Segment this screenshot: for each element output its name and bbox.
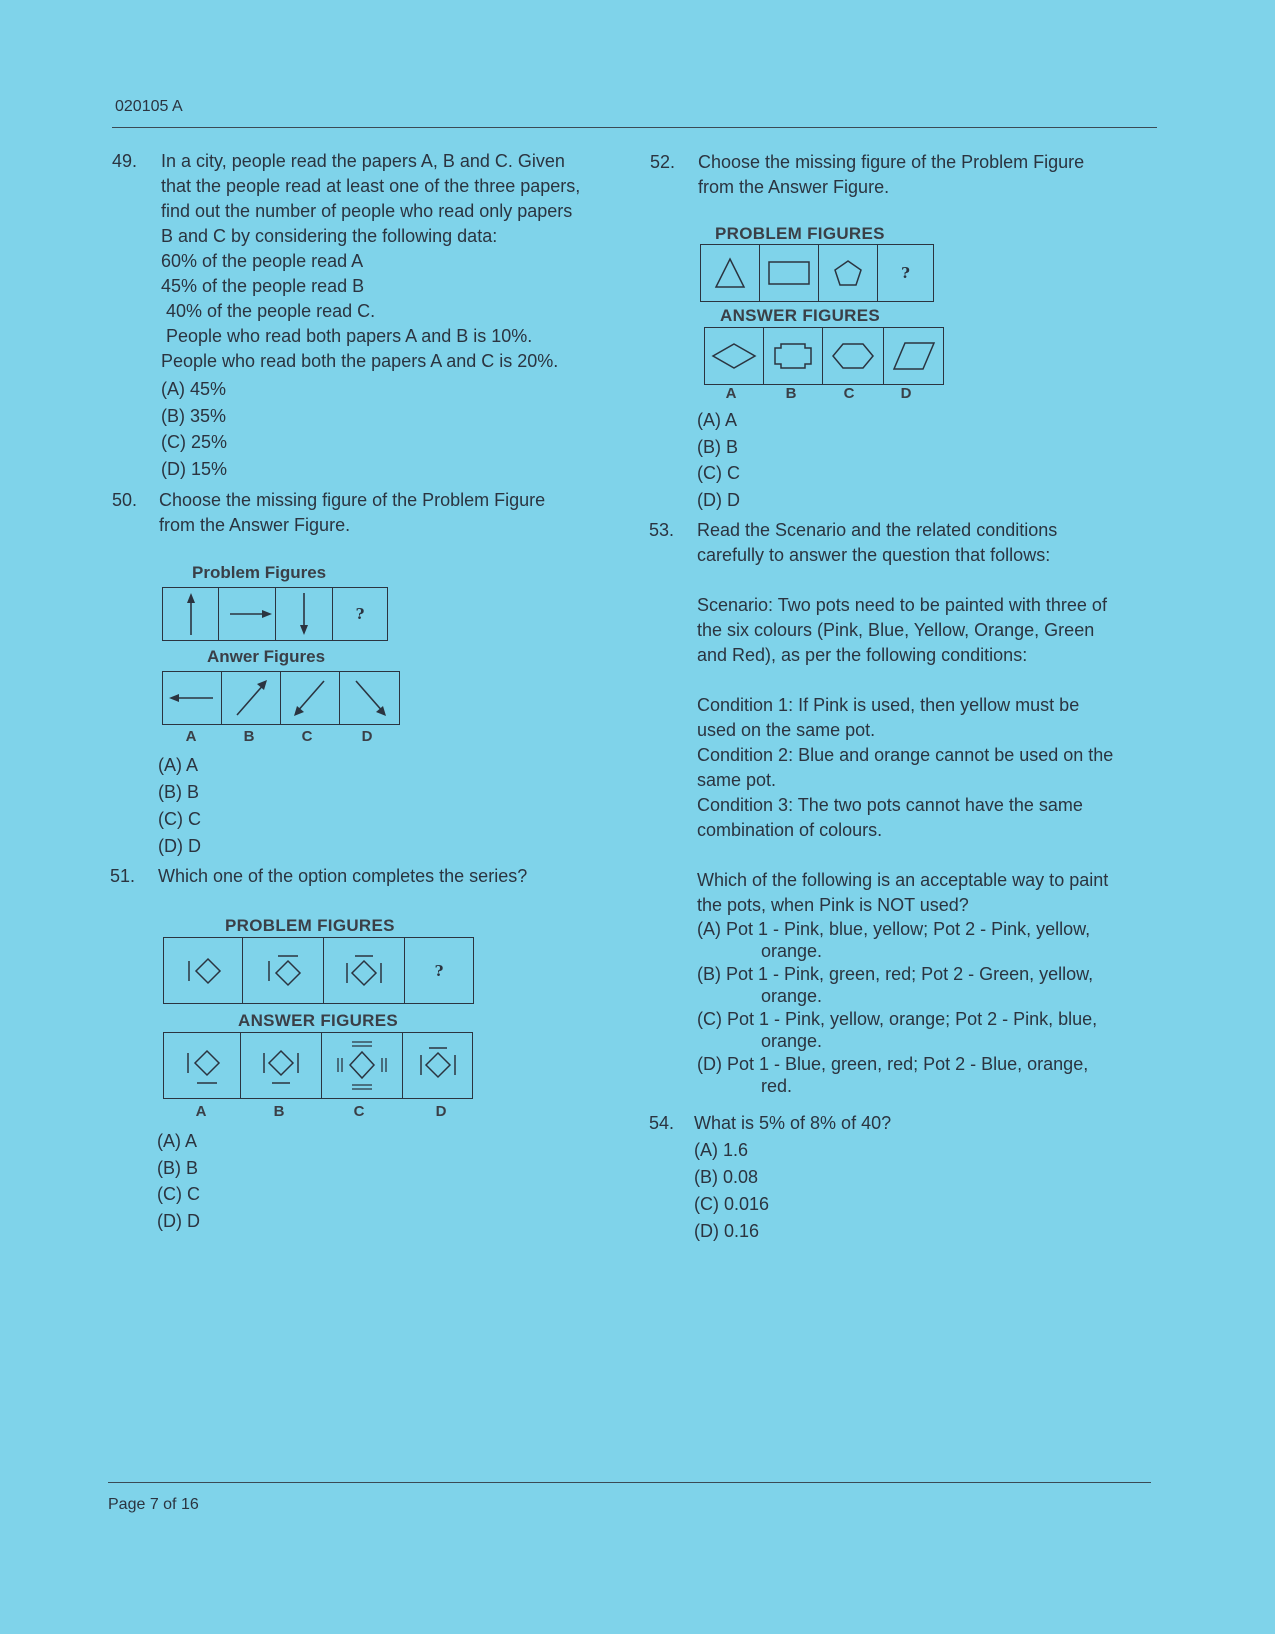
condition-text: Condition 2: Blue and orange cannot be used on the [697, 745, 1114, 765]
answer-option[interactable]: (A) A [158, 755, 199, 775]
option-line: orange. [761, 941, 823, 961]
letter-label: D [900, 385, 912, 402]
question-text: Choose the missing figure of the Problem Figure [159, 490, 546, 510]
question-mark: ? [901, 264, 910, 282]
header-rule [112, 127, 1157, 128]
answer-figures-title: ANSWER FIGURES [238, 1011, 399, 1030]
answer-figure-a[interactable] [705, 328, 764, 384]
problem-figure [760, 245, 819, 301]
letter-label: C [843, 385, 855, 402]
arrow-left-icon [165, 683, 219, 713]
scenario-text: the six colours (Pink, Blue, Yellow, Orange, Green [697, 620, 1095, 640]
answer-figure-b[interactable] [764, 328, 823, 384]
question-49 [112, 149, 612, 482]
option-line: (B) Pot 1 - Pink, green, red; Pot 2 - Green, yellow, [697, 964, 1094, 984]
diamond-bar-left-bottom-icon [177, 1041, 227, 1091]
answer-option[interactable] [697, 1053, 1169, 1097]
q50-options [158, 752, 358, 860]
answer-option[interactable]: (C) C [158, 809, 201, 829]
answer-option[interactable]: (D) 15% [161, 458, 228, 479]
question-text: People who read both the papers A and C is 20%. [161, 351, 559, 371]
answer-figures-title: Anwer Figures [207, 647, 326, 666]
problem-figure [324, 938, 405, 1003]
answer-option[interactable]: (A) A [697, 410, 738, 430]
answer-option[interactable]: (B) 0.08 [694, 1167, 759, 1187]
answer-figure-c[interactable] [281, 672, 340, 724]
question-text: that the people read at least one of the three papers, [161, 176, 581, 196]
problem-figure [219, 588, 276, 640]
answer-option[interactable]: (D) D [157, 1210, 200, 1231]
question-number: 52. [650, 152, 676, 172]
answer-option[interactable]: (D) D [158, 836, 201, 856]
answer-option[interactable]: (C) C [697, 463, 740, 483]
page-number: Page 7 of 16 [108, 1496, 199, 1513]
letter-label: A [725, 385, 737, 402]
arrow-right-icon [220, 599, 274, 629]
footer-rule [108, 1482, 1151, 1483]
option-line: (D) Pot 1 - Blue, green, red; Pot 2 - Blue, orange, [697, 1054, 1089, 1074]
problem-figures-row [162, 587, 388, 641]
answer-figure-c[interactable] [322, 1033, 403, 1098]
answer-figures-row [704, 327, 944, 385]
answer-option[interactable]: (B) 35% [161, 405, 227, 426]
question-text: 60% of the people read A [161, 251, 364, 271]
question-51 [110, 864, 630, 889]
option-line: orange. [761, 986, 823, 1006]
problem-figure [163, 588, 219, 640]
question-mark: ? [434, 961, 444, 980]
problem-figures-title: Problem Figures [192, 563, 327, 582]
problem-figure-missing [333, 588, 387, 640]
diamond-bar-left-top-right-icon [339, 951, 389, 991]
question-text: Choose the missing figure of the Problem Figure [698, 152, 1085, 172]
letter-label: A [185, 728, 197, 745]
left-column [112, 149, 612, 482]
answer-option[interactable] [697, 1008, 1169, 1052]
letter-label: D [361, 728, 373, 745]
question-text: In a city, people read the papers A, B and C. Given [161, 151, 565, 171]
arrow-down-left-icon [288, 675, 332, 721]
question-text: 40% of the people read C. [161, 301, 376, 321]
problem-figure [819, 245, 878, 301]
question-number: 54. [649, 1113, 675, 1133]
question-text: B and C by considering the following data: [161, 226, 498, 246]
diamond-bar-left-icon [178, 951, 228, 991]
answer-figures-row [163, 1032, 473, 1099]
condition-text: used on the same pot. [697, 720, 876, 740]
letter-label: C [353, 1103, 365, 1120]
question-number: 50. [112, 490, 138, 510]
question-text: What is 5% of 8% of 40? [694, 1113, 892, 1133]
problem-figure [243, 938, 324, 1003]
question-53 [649, 518, 1169, 1098]
answer-figure-b[interactable] [241, 1033, 322, 1098]
diamond-bars-all-icon [413, 1041, 463, 1091]
question-mark: ? [355, 605, 365, 623]
answer-option[interactable]: (C) 25% [161, 432, 228, 452]
question-text: from the Answer Figure. [698, 177, 890, 197]
answer-figure-d[interactable] [340, 672, 399, 724]
answer-figure-b[interactable] [222, 672, 281, 724]
problem-figures-row [700, 244, 934, 302]
answer-letters [162, 728, 398, 745]
letter-label: B [273, 1103, 285, 1120]
condition-text: same pot. [697, 770, 777, 790]
scenario-text: and Red), as per the following conditions: [697, 645, 1028, 665]
q52-options [697, 407, 897, 513]
problem-figures-title: PROBLEM FIGURES [715, 224, 885, 243]
answer-option[interactable]: (B) B [157, 1157, 199, 1178]
problem-figure-missing [405, 938, 473, 1003]
answer-option[interactable]: (C) 0.016 [694, 1194, 770, 1214]
question-text: People who read both papers A and B is 10%. [161, 326, 533, 346]
answer-figure-a[interactable] [163, 672, 222, 724]
question-number: 51. [110, 866, 136, 886]
q51-options [157, 1128, 357, 1234]
arrow-up-icon [176, 591, 206, 637]
letter-label: B [243, 728, 255, 745]
answer-figure-d[interactable] [884, 328, 943, 384]
answer-letters [163, 1103, 483, 1120]
problem-figure [701, 245, 760, 301]
problem-figure-missing [878, 245, 933, 301]
question-number: 49. [112, 151, 138, 171]
triangle-icon [710, 253, 750, 293]
question-text: 45% of the people read B [161, 276, 365, 296]
problem-figure [276, 588, 333, 640]
answer-figures-title: ANSWER FIGURES [720, 306, 881, 325]
answer-option[interactable]: (C) C [157, 1184, 200, 1204]
question-52 [650, 150, 1170, 200]
scenario-text: Scenario: Two pots need to be painted with three of [697, 595, 1107, 615]
answer-option[interactable] [697, 963, 1169, 1007]
diamond-icon [707, 336, 761, 376]
answer-option[interactable]: (A) 1.6 [694, 1140, 749, 1160]
letter-label: A [195, 1103, 207, 1120]
hexagon-icon [828, 336, 878, 376]
option-line: (A) Pot 1 - Pink, blue, yellow; Pot 2 - Pink, yellow, [697, 919, 1091, 939]
question-text: find out the number of people who read only papers [161, 201, 573, 221]
notched-octagon-icon [768, 336, 818, 376]
question-text: from the Answer Figure. [159, 515, 351, 535]
answer-figure-c[interactable] [823, 328, 884, 384]
problem-figures-title: PROBLEM FIGURES [225, 916, 395, 935]
condition-text: Condition 3: The two pots cannot have the same [697, 795, 1083, 815]
option-line: orange. [761, 1031, 823, 1051]
condition-text: combination of colours. [697, 820, 883, 840]
question-text: Which of the following is an acceptable way to paint [697, 870, 1109, 890]
question-50 [112, 488, 612, 538]
question-text: Which one of the option completes the series? [158, 866, 528, 886]
parallelogram-icon [889, 336, 939, 376]
pentagon-icon [828, 253, 868, 293]
letter-label: C [301, 728, 313, 745]
answer-option[interactable]: (A) 45% [161, 379, 227, 399]
question-text: Read the Scenario and the related conditions [697, 520, 1058, 540]
letter-label: D [435, 1103, 447, 1120]
answer-figures-row [162, 671, 400, 725]
condition-text: Condition 1: If Pink is used, then yellow must be [697, 695, 1080, 715]
rectangle-icon [764, 253, 814, 293]
problem-figures-row [163, 937, 474, 1004]
diamond-bar-left-top-icon [258, 951, 308, 991]
answer-figure-a[interactable] [164, 1033, 241, 1098]
answer-option[interactable]: (B) B [697, 436, 739, 457]
diamond-double-bars-icon [332, 1038, 392, 1094]
answer-letters [700, 385, 940, 402]
answer-option[interactable] [697, 918, 1169, 962]
arrow-down-icon [289, 591, 319, 637]
answer-option[interactable]: (A) A [157, 1131, 198, 1151]
letter-label: B [785, 385, 797, 402]
diamond-bars-sides-bottom-icon [256, 1041, 306, 1091]
answer-option[interactable]: (B) B [158, 782, 200, 802]
option-line: red. [761, 1076, 793, 1096]
question-number: 53. [649, 520, 675, 540]
answer-figure-d[interactable] [403, 1033, 472, 1098]
arrow-up-right-icon [229, 675, 273, 721]
question-text: the pots, when Pink is NOT used? [697, 895, 969, 915]
arrow-down-right-icon [348, 675, 392, 721]
question-54 [649, 1111, 1169, 1245]
header-code: 020105 A [115, 98, 183, 115]
answer-option[interactable]: (D) D [697, 489, 740, 510]
question-text: carefully to answer the question that follows: [697, 545, 1051, 565]
option-line: (C) Pot 1 - Pink, yellow, orange; Pot 2 - Pink, blue, [697, 1009, 1098, 1029]
answer-option[interactable]: (D) 0.16 [694, 1221, 760, 1241]
problem-figure [164, 938, 243, 1003]
